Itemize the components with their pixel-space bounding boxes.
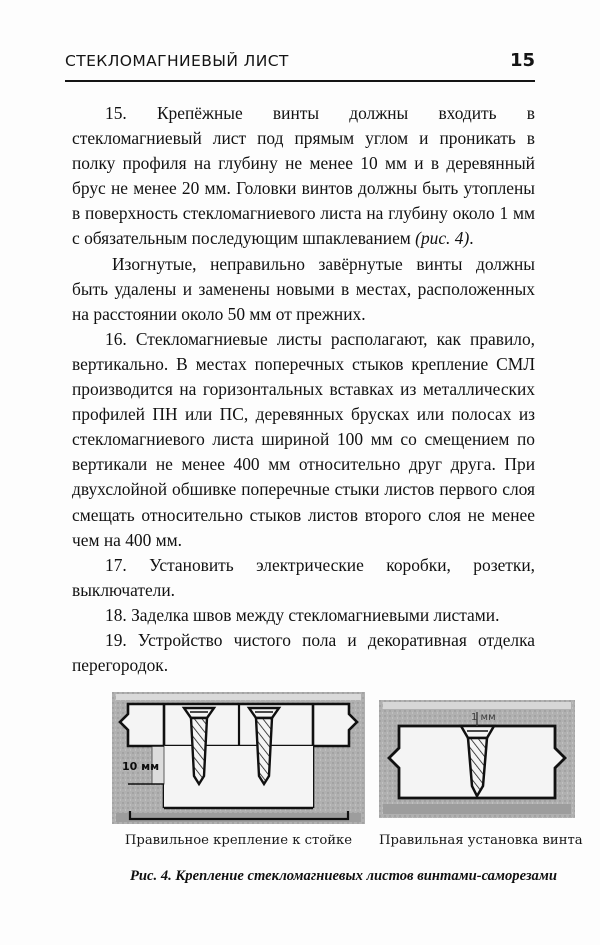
page-title: СТЕКЛОМАГНИЕВЫЙ ЛИСТ: [65, 52, 289, 70]
paragraph-text: 15. Крепёжные винты должны входить в стекломагниевый лист под прямым углом и проникать в полку профиля на глубину не менее 10 мм и в деревянный брус не менее 20 мм. Головки винтов должны быть утоплены в поверхность стекломагниевого листа на глубину около 1 мм с обязательным последующим шпаклеванием: [72, 103, 535, 249]
figure-4: [112, 692, 583, 885]
paragraph-item-17: 17. Установить электрические коробки, розетки, выключатели.: [72, 554, 535, 600]
subcaption-stud-fixing: Правильное крепление к стойке: [124, 833, 353, 848]
running-header: [65, 50, 535, 80]
panel-subcaptions: [112, 833, 583, 848]
paragraph-bent-screws: Изогнутые, неправильно завёрнутые винты должны быть удалены и заменены новыми в местах, расположенных на расстоянии около 50 мм от прежних.: [72, 253, 535, 324]
body-text: [72, 101, 535, 678]
diagram-stud-fixing: [112, 692, 365, 824]
dimension-label-10mm: 10 мм: [122, 760, 160, 773]
diagram-screw-setting: [379, 700, 575, 818]
figure-panels: [112, 692, 575, 824]
header-rule: [65, 80, 535, 82]
paragraph-tail: .: [469, 228, 474, 249]
paragraph-item-18: 18. Заделка швов между стекломагниевыми листами.: [105, 604, 500, 625]
stud-fixing-drawing: [112, 692, 365, 824]
figure-caption: Рис. 4. Крепление стекломагниевых листов винтами-саморезами: [130, 868, 557, 884]
paragraph-item-19: 19. Устройство чистого пола и декоративная отделка перегородок.: [72, 629, 535, 676]
dimension-label-1mm: 1 мм: [471, 712, 496, 723]
subcaption-screw-setting: Правильная установка винта: [379, 833, 583, 848]
page-number: 15: [509, 50, 535, 71]
paragraph-item-16: 16. Стекломагниевые листы располагают, как правило, вертикально. В местах поперечных стыков крепление СМЛ производится на горизонтальных вставках из металлических профилей ПН или ПС, деревянных брусках или полосах из стекломагниевого листа шириной 100 мм со смещением по вертикали не менее 400 мм относительно друг друга. При двухслойной обшивке поперечные стыки листов первого слоя смещать относительно стыков листов второго слоя не менее чем на 400 мм.: [72, 328, 535, 550]
figure-reference: (рис. 4): [415, 228, 470, 249]
paragraph-item-15: [72, 101, 535, 252]
screw-setting-drawing: [379, 700, 575, 818]
